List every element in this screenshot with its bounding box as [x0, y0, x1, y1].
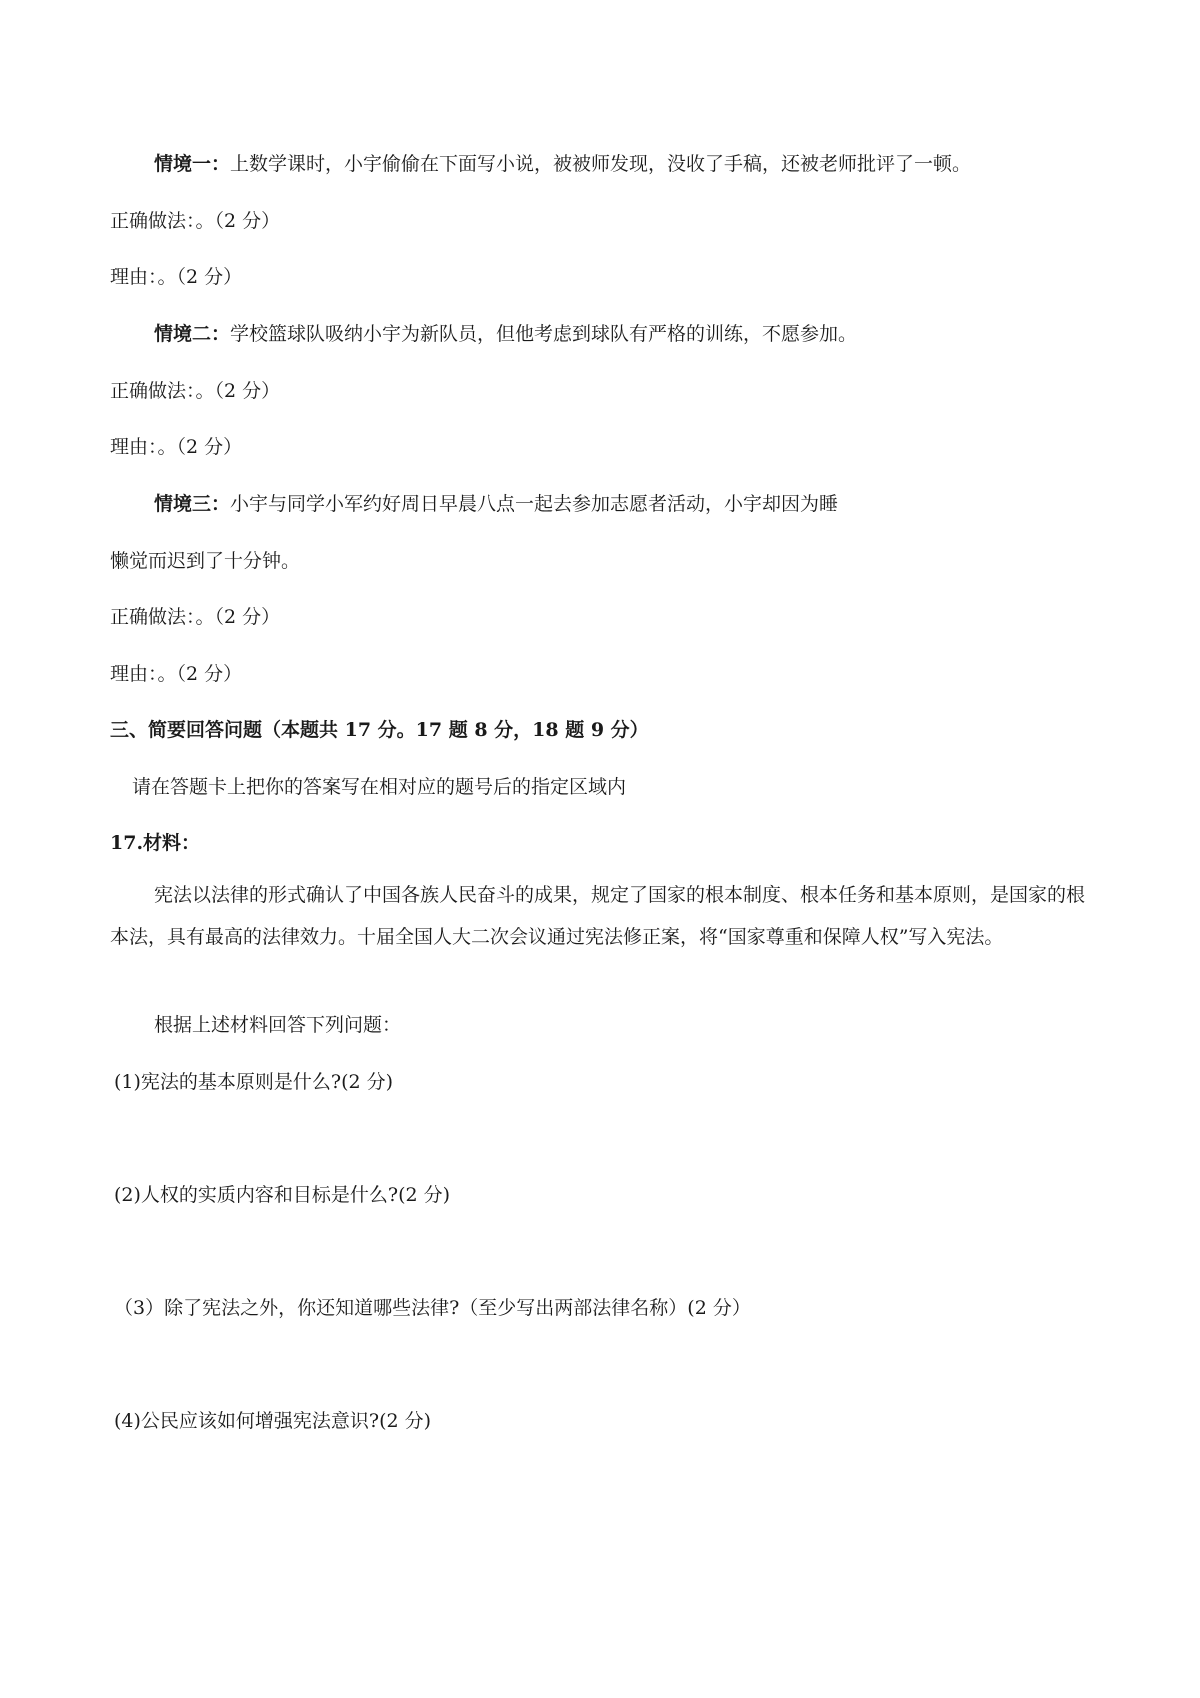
scenario-1-text: 上数学课时，小宇偷偷在下面写小说，被被师发现，没收了手稿，还被老师批评了一顿。 — [230, 153, 972, 175]
question-17-sub-1: (1)宪法的基本原则是什么?(2 分) — [114, 1071, 394, 1093]
scenario-2-reason: 理由：。（2 分） — [110, 436, 243, 458]
section-3-instruction: 请在答题卡上把你的答案写在相对应的题号后的指定区域内 — [132, 776, 627, 798]
scenario-3 — [154, 491, 838, 517]
scenario-2-label: 情境二： — [154, 323, 231, 345]
question-17-sub-3: （3）除了宪法之外，你还知道哪些法律?（至少写出两部法律名称）(2 分） — [114, 1297, 751, 1319]
scenario-2 — [154, 321, 857, 347]
scenario-3-practice: 正确做法：。（2 分） — [110, 606, 281, 628]
scenario-2-text: 学校篮球队吸纳小宇为新队员，但他考虑到球队有严格的训练，不愿参加。 — [230, 323, 858, 345]
question-17-sub-4: (4)公民应该如何增强宪法意识?(2 分) — [114, 1410, 432, 1432]
scenario-1-label: 情境一： — [154, 153, 231, 175]
question-17-prompt: 根据上述材料回答下列问题： — [154, 1014, 402, 1036]
scenario-3-text-line1: 小宇与同学小军约好周日早晨八点一起去参加志愿者活动，小宇却因为睡 — [230, 493, 839, 515]
scenario-3-text-line2: 懒觉而迟到了十分钟。 — [110, 550, 301, 572]
scenario-2-practice: 正确做法：。（2 分） — [110, 380, 281, 402]
question-17-sub-2: (2)人权的实质内容和目标是什么?(2 分) — [114, 1184, 451, 1206]
scenario-1-reason: 理由：。（2 分） — [110, 266, 243, 288]
question-17-material: 宪法以法律的形式确认了中国各族人民奋斗的成果，规定了国家的根本制度、根本任务和基本原则，是国家的根本法，具有最高的法律效力。十届全国人大二次会议通过宪法修正案，将“国家尊重和保障人权”写入宪法。 — [110, 884, 1086, 948]
section-3-heading: 三、简要回答问题（本题共 17 分。17 题 8 分，18 题 9 分） — [110, 719, 649, 741]
question-17-title: 17.材料： — [110, 832, 201, 854]
scenario-3-reason: 理由：。（2 分） — [110, 663, 243, 685]
scenario-1-practice: 正确做法：。（2 分） — [110, 210, 281, 232]
scenario-1 — [154, 151, 971, 177]
scenario-3-label: 情境三： — [154, 493, 231, 515]
